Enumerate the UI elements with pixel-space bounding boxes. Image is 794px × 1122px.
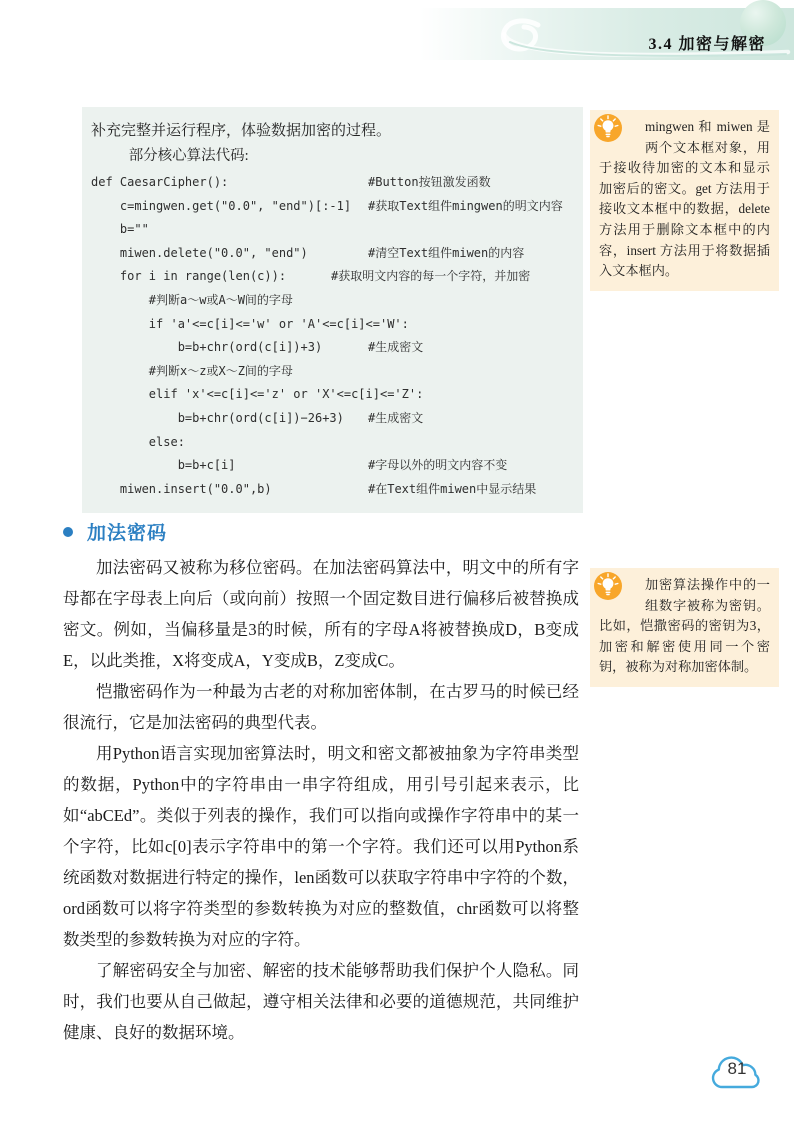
code-line [91,289,574,313]
code-line [91,218,574,242]
body-text [63,552,579,1048]
section-heading [63,518,167,545]
code-comment: #生成密文 [368,340,424,355]
body-paragraph: 恺撒密码作为一种最为古老的对称加密体制，在古罗马的时候已经很流行，它是加法密码的典型代表。 [63,682,579,732]
code-comment: #清空Text组件miwen的内容 [368,245,525,260]
body-paragraph: 加法密码又被称为移位密码。在加法密码算法中，明文中的所有字母都在字母表上向后（或向前）按照一个固定数目进行偏移后被替换成密文。例如，当偏移量是3的时候，所有的字母A将被替换成D，B变成E，以此类推，X将变成A，Y变成B，Z变成C。 [63,558,579,670]
code-line [91,336,574,360]
code-text: miwen.delete("0.0", "end") [91,245,308,260]
code-line [91,478,574,502]
code-comment: #获取Text组件mingwen的明文内容 [368,198,563,213]
code-text: c=mingwen.get("0.0", "end")[:-1] [91,198,352,213]
code-comment: #在Text组件miwen中显示结果 [368,481,537,496]
code-line [91,383,574,407]
bullet-icon [63,527,73,537]
code-line [91,242,574,266]
code-comment: #Button按钮激发函数 [368,175,491,189]
lightbulb-icon [593,113,623,143]
code-listing [91,171,574,501]
code-line [91,407,574,431]
note-text: 加密算法操作中的一组数字被称为密钥。比如，恺撒密码的密钥为3，加密和解密使用同一个密钥，被称为对称加密体制。 [599,577,770,675]
body-paragraph: 用Python语言实现加密算法时，明文和密文都被抽象为字符串类型的数据，Python中的字符串由一串字符组成，用引号引起来表示，比如“abCEd”。类似于列表的操作，我们可以指向或操作字符串中的某一个字符，比如c[0]表示字符串中的第一个字符。我们还可以用Python系统函数对数据进行特定的操作，len函数可以获取字符串中字符的个数，ord函数可以将字符类型的参数转换为对应的整数值，chr函数可以将整数类型的参数转换为对应的字符。 [63,744,579,949]
code-line [91,431,574,455]
code-line [91,171,574,195]
page-number-cloud [706,1049,768,1095]
code-text: b=b+chr(ord(c[i])+3) [91,340,323,355]
code-line [91,265,574,289]
code-text: if 'a'<=c[i]<='w' or 'A'<=c[i]<='W': [91,316,409,331]
code-text: b=b+c[i] [91,458,236,473]
code-comment: #字母以外的明文内容不变 [368,458,508,473]
code-text: #判断x～z或X～Z间的字母 [91,363,293,378]
code-comment: #获取明文内容的每一个字符，并加密 [331,269,531,284]
code-text: for i in range(len(c)): [91,269,287,284]
code-text: #判断a～w或A～W间的字母 [91,292,293,307]
code-panel [82,107,583,513]
code-text: elif 'x'<=c[i]<='z' or 'X'<=c[i]<='Z': [91,387,424,402]
note-text: mingwen 和 miwen 是两个文本框对象，用于接收待加密的文本和显示加密后的密文。get 方法用于接收文本框中的数据，delete 方法用于删除文本框中的内容，insert 方法用于将数据插入文本框内。 [599,119,770,279]
code-panel-intro: 补充完整并运行程序，体验数据加密的过程。 [91,123,392,139]
code-text: b="" [91,222,149,237]
code-text: miwen.insert("0.0",b) [91,481,272,496]
body-paragraph: 了解密码安全与加密、解密的技术能够帮助我们保护个人隐私。同时，我们也要从自己做起，遵守相关法律和必要的道德规范，共同维护健康、良好的数据环境。 [63,961,579,1042]
code-line [91,195,574,219]
code-panel-subtitle: 部分核心算法代码: [128,148,249,164]
page-number: 81 [727,1059,747,1078]
code-comment: #生成密文 [368,410,424,425]
code-line [91,313,574,337]
code-text: else: [91,434,185,449]
section-number-title: 3.4 加密与解密 [648,36,766,53]
page-header-band [420,8,794,60]
code-text: b=b+chr(ord(c[i])−26+3) [91,410,344,425]
margin-note-textboxes [590,110,779,291]
code-text: def CaesarCipher(): [91,175,229,189]
code-line [91,360,574,384]
lightbulb-icon [593,571,623,601]
section-title: 加法密码 [87,523,168,544]
margin-note-key [590,568,779,687]
code-line [91,454,574,478]
